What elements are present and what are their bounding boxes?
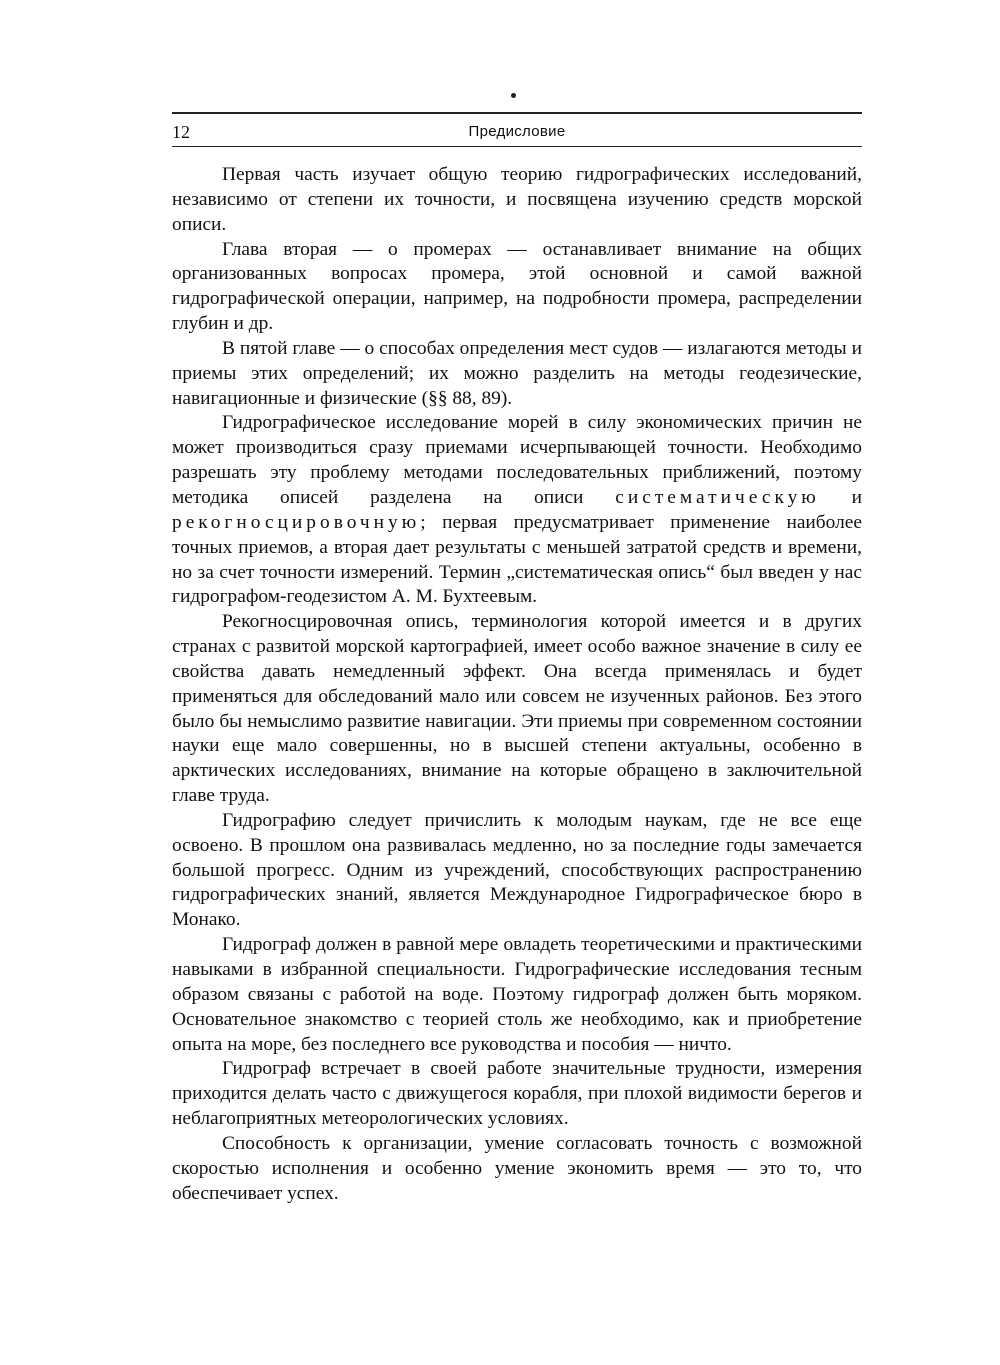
paragraph-4-part-2: ; первая предусматривает применение наиболее точных приемов, а вторая дает результаты с меньшей затратой средств и времени, но за счет точности измерений. Термин „систематическая опись“ был введен у нас гидрографом-геодезистом А. М. Бухтеевым.	[172, 511, 862, 608]
paragraph-9: Способность к организации, умение согласовать точность с возможной скоростью исполнения и особенно умение экономить время — это то, что обеспечивает успех.	[172, 1132, 862, 1204]
paragraph-5: Рекогносцировочная опись, терминология которой имеется и в других странах с развитой морской картографией, имеет особо важное значение в силу ее свойства давать немедленный эффект. Она всегда применялась и будет применяться для обследований мало или совсем не изученных районов. Без этого было бы немыслимо развитие навигации. Эти приемы при современном состоянии науки еще мало совершенны, но в высшей степени актуальны, особенно в арктических исследованиях, внимание на которые обращено в заключительной главе труда.	[172, 611, 862, 807]
paragraph-8: Гидрограф встречает в своей работе значительные трудности, измерения приходится делать часто с движущегося корабля, при плохой видимости берегов и неблагоприятных метеорологических условиях.	[172, 1058, 862, 1130]
paragraph-3: В пятой главе — о способах определения мест судов — излагаются методы и приемы этих определений; их можно разделить на методы геодезические, навигационные и физические (§§ 88, 89).	[172, 337, 862, 409]
term-systematic: систематическую	[615, 486, 820, 508]
conjunction: и	[851, 486, 862, 508]
running-header	[172, 112, 862, 147]
paragraph-4	[172, 411, 862, 610]
paragraph-6: Гидрографию следует причислить к молодым наукам, где не все еще освоено. В прошлом она развивалась медленно, но за последние годы замечается большой прогресс. Одним из учреждений, способствующих распространению гидрографических знаний, является Международное Гидрографическое бюро в Монако.	[172, 809, 862, 931]
paragraph-7: Гидрограф должен в равной мере овладеть теоретическими и практическими навыками в избранной специальности. Гидрографические исследования тесным образом связаны с работой на воде. Поэтому гидрограф должен быть моряком. Основательное знакомство с теорией столь же необходимо, как и приобретение опыта на море, без последнего все руководства и пособия — ничто.	[172, 934, 862, 1055]
running-title: Предисловие	[468, 123, 566, 140]
body-text	[172, 163, 862, 1206]
paragraph-1: Первая часть изучает общую теорию гидрографических исследований, независимо от степени их точности, и посвящена изучению средств морской описи.	[172, 164, 862, 235]
paragraph-2: Глава вторая — о промерах — останавливает внимание на общих организованных вопросах промера, этой основной и самой важной гидрографической операции, например, на подробности промера, распределении глубин и др.	[172, 238, 862, 335]
page-number: 12	[172, 122, 190, 142]
term-reconnaissance: рекогносцировочную	[172, 511, 421, 533]
paragraph-4-part-1: Гидрографическое исследование морей в силу экономических причин не может производиться сразу приемами исчерпывающей точности. Необходимо разрешать эту проблему методами последовательных приближений, поэтому методика описей разделена на описи	[172, 412, 862, 508]
print-speck	[511, 93, 516, 98]
